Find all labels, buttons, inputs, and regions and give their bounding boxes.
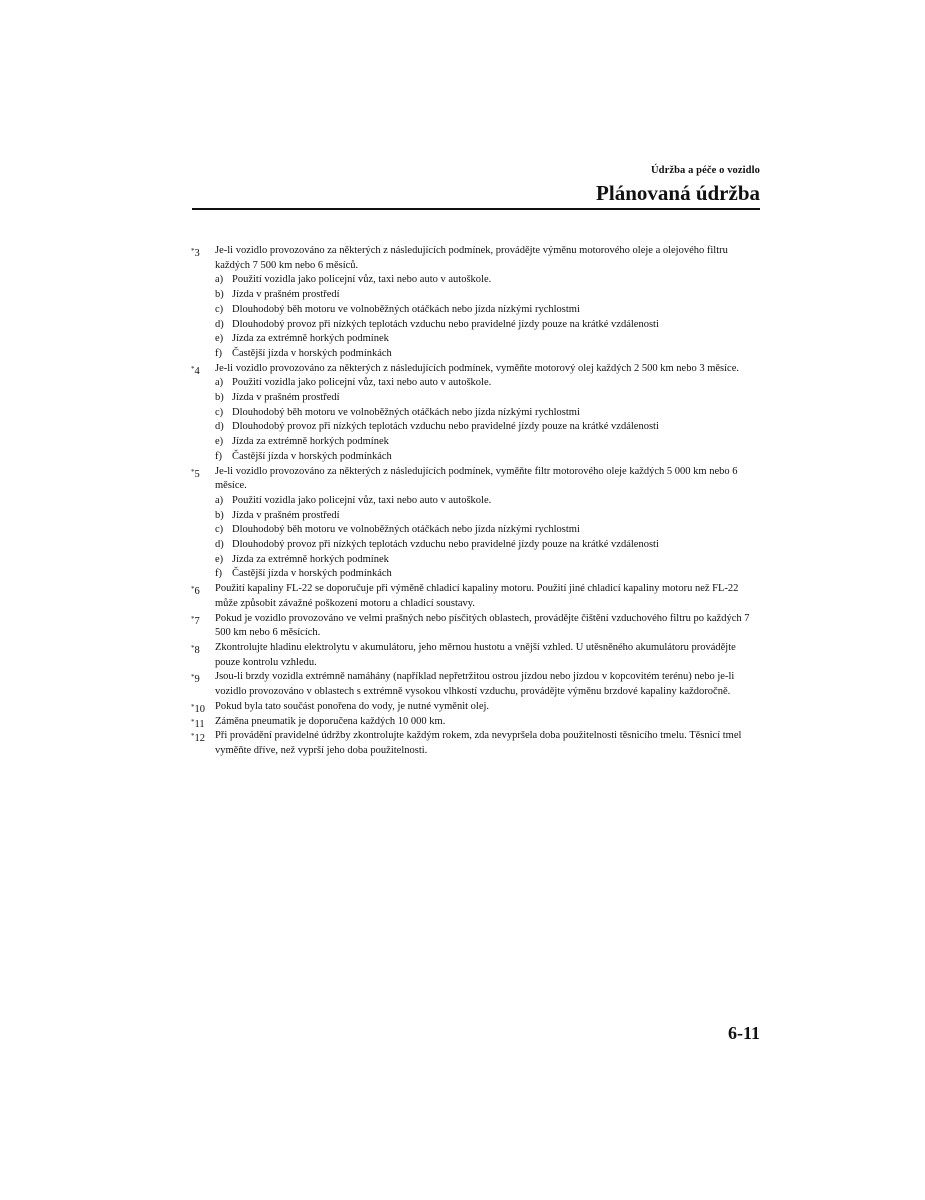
footnote-number: 10 (194, 703, 205, 715)
footnote (191, 244, 763, 362)
condition-letter: a) (215, 377, 224, 389)
footnote-text: Je-li vozidlo provozováno za některých z následujících podmínek, vyměňte filtr motorového oleje každých 5 000 km nebo 6 měsíce. (215, 465, 738, 492)
condition-item (215, 332, 763, 347)
footnote-star: * (191, 717, 195, 726)
condition-letter: f) (215, 568, 222, 580)
condition-letter: d) (215, 318, 224, 330)
condition-letter: f) (215, 347, 222, 359)
footnote (191, 729, 763, 758)
condition-text: Použití vozidla jako policejní vůz, taxi nebo auto v autoškole. (232, 494, 492, 506)
footnote-text: Je-li vozidlo provozováno za některých z následujících podmínek, vyměňte motorový olej každých 2 500 km nebo 3 měsíce. (215, 362, 739, 374)
footnote (191, 362, 763, 465)
footnote-marker (191, 362, 200, 380)
condition-text: Dlouhodobý běh motoru ve volnoběžných otáčkách nebo jízda nízkými rychlostmi (232, 406, 580, 418)
condition-letter: b) (215, 289, 224, 301)
footnote-text: Pokud je vozidlo provozováno ve velmi prašných nebo písčitých oblastech, provádějte čištění vzduchového filtru po každých 7 500 km nebo 6 měsících. (215, 612, 750, 639)
condition-text: Jízda v prašném prostředí (232, 392, 340, 404)
footnote (191, 715, 763, 730)
condition-text: Dlouhodobý provoz při nízkých teplotách vzduchu nebo pravidelné jízdy pouze na krátké vzdálenosti (232, 539, 659, 551)
condition-item (215, 376, 763, 391)
condition-text: Jízda za extrémně horkých podmínek (232, 436, 389, 448)
footnote-star: * (191, 732, 195, 741)
footnote (191, 670, 763, 699)
condition-text: Jízda v prašném prostředí (232, 289, 340, 301)
condition-text: Dlouhodobý běh motoru ve volnoběžných otáčkách nebo jízda nízkými rychlostmi (232, 303, 580, 315)
condition-letter: a) (215, 274, 224, 286)
condition-text: Častější jízda v horských podmínkách (232, 450, 392, 462)
footnote-number: 9 (194, 674, 200, 686)
footnote-star: * (191, 643, 195, 652)
footnote (191, 612, 763, 641)
footnote-text: Pokud byla tato součást ponořena do vody, je nutné vyměnit olej. (215, 700, 490, 712)
condition-letter: c) (215, 303, 224, 315)
condition-item (215, 347, 763, 362)
condition-item (215, 538, 763, 553)
header-divider (192, 208, 760, 210)
condition-item (215, 288, 763, 303)
footnote-number: 7 (194, 615, 200, 627)
condition-text: Častější jízda v horských podmínkách (232, 568, 392, 580)
footnote-marker (191, 465, 200, 483)
footnote-text: Zkontrolujte hladinu elektrolytu v akumulátoru, jeho měrnou hustotu a vnější vzhled. U utěsněného akumulátoru provádějte pouze kontrolu vzhledu. (215, 641, 736, 668)
footnote (191, 641, 763, 670)
condition-letter: a) (215, 494, 224, 506)
footnote-number: 11 (194, 718, 205, 730)
footnote-marker (191, 641, 200, 659)
footnote-marker (191, 670, 200, 688)
condition-item (215, 318, 763, 333)
condition-letter: c) (215, 406, 224, 418)
footnote-star: * (191, 585, 195, 594)
condition-item (215, 523, 763, 538)
footnote-number: 4 (194, 365, 200, 377)
condition-list (215, 376, 763, 464)
footnotes-list (191, 244, 763, 759)
condition-item (215, 494, 763, 509)
footnote-star: * (191, 364, 195, 373)
condition-letter: c) (215, 524, 224, 536)
footnote-number: 6 (194, 586, 200, 598)
footnote-marker (191, 582, 200, 600)
footnote-marker (191, 729, 205, 747)
condition-item (215, 509, 763, 524)
footnote-text: Záměna pneumatik je doporučena každých 10 000 km. (215, 715, 446, 727)
page-number: 6-11 (727, 1023, 760, 1043)
footnote-marker (191, 244, 200, 262)
footnote-number: 3 (194, 248, 200, 259)
section-label: Údržba a péče o vozidlo (650, 165, 760, 176)
condition-letter: d) (215, 421, 224, 433)
footnote-star: * (191, 614, 195, 623)
condition-item (215, 567, 763, 582)
condition-text: Použití vozidla jako policejní vůz, taxi nebo auto v autoškole. (232, 377, 492, 389)
condition-letter: d) (215, 539, 224, 551)
footnote-star: * (191, 702, 195, 711)
footnote-text: Je-li vozidlo provozováno za některých z následujících podmínek, provádějte výměnu motorového oleje a olejového filtru každých 7 500 km nebo 6 měsíců. (215, 245, 728, 271)
condition-item (215, 273, 763, 288)
condition-item (215, 303, 763, 318)
footnote-number: 5 (194, 468, 200, 480)
condition-item (215, 553, 763, 568)
footnote-marker (191, 612, 200, 630)
footnote (191, 700, 763, 715)
condition-text: Dlouhodobý provoz při nízkých teplotách vzduchu nebo pravidelné jízdy pouze na krátké vzdálenosti (232, 318, 659, 330)
condition-item (215, 406, 763, 421)
condition-text: Dlouhodobý běh motoru ve volnoběžných otáčkách nebo jízda nízkými rychlostmi (232, 524, 580, 536)
footnote-number: 8 (194, 644, 200, 656)
condition-letter: b) (215, 392, 224, 404)
condition-item (215, 435, 763, 450)
footnote-star: * (191, 247, 195, 255)
condition-letter: f) (215, 450, 222, 462)
footnote-star: * (191, 673, 195, 682)
condition-list (215, 494, 763, 582)
page-header (192, 164, 760, 207)
condition-letter: e) (215, 436, 224, 448)
condition-item (215, 450, 763, 465)
condition-letter: e) (215, 333, 224, 345)
footnote-text: Jsou-li brzdy vozidla extrémně namáhány (například nepřetržitou ostrou jízdou nebo jízdou v kopcovitém terénu) nebo je-li vozidlo provozováno v oblastech s extrémně vysokou vlhkostí vzduchu, provádějte výměnu brzdové kapaliny každoročně. (215, 671, 735, 698)
condition-text: Jízda za extrémně horkých podmínek (232, 553, 389, 565)
condition-item (215, 420, 763, 435)
footnote-star: * (191, 467, 195, 476)
footnote-text: Při provádění pravidelné údržby zkontrolujte každým rokem, zda nevypršela doba použitelnosti těsnicího tmelu. Těsnicí tmel vyměňte dříve, než vyprší jeho doba použitelnosti. (215, 730, 742, 756)
condition-list (215, 273, 763, 361)
footnote (191, 582, 763, 611)
condition-text: Častější jízda v horských podmínkách (232, 347, 392, 359)
condition-text: Jízda v prašném prostředí (232, 509, 340, 521)
condition-text: Použití vozidla jako policejní vůz, taxi nebo auto v autoškole. (232, 274, 492, 286)
condition-letter: b) (215, 509, 224, 521)
footnote-number: 12 (194, 733, 205, 745)
condition-item (215, 391, 763, 406)
footnote (191, 465, 763, 583)
condition-letter: e) (215, 553, 224, 565)
condition-text: Dlouhodobý provoz při nízkých teplotách vzduchu nebo pravidelné jízdy pouze na krátké vzdálenosti (232, 421, 659, 433)
footnote-text: Použití kapaliny FL-22 se doporučuje při výměně chladicí kapaliny motoru. Použití jiné chladicí kapaliny motoru než FL-22 může způsobit závažné poškození motoru a chladicí soustavy. (215, 583, 739, 609)
condition-text: Jízda za extrémně horkých podmínek (232, 333, 389, 345)
page-title: Plánovaná údržba (596, 181, 760, 205)
